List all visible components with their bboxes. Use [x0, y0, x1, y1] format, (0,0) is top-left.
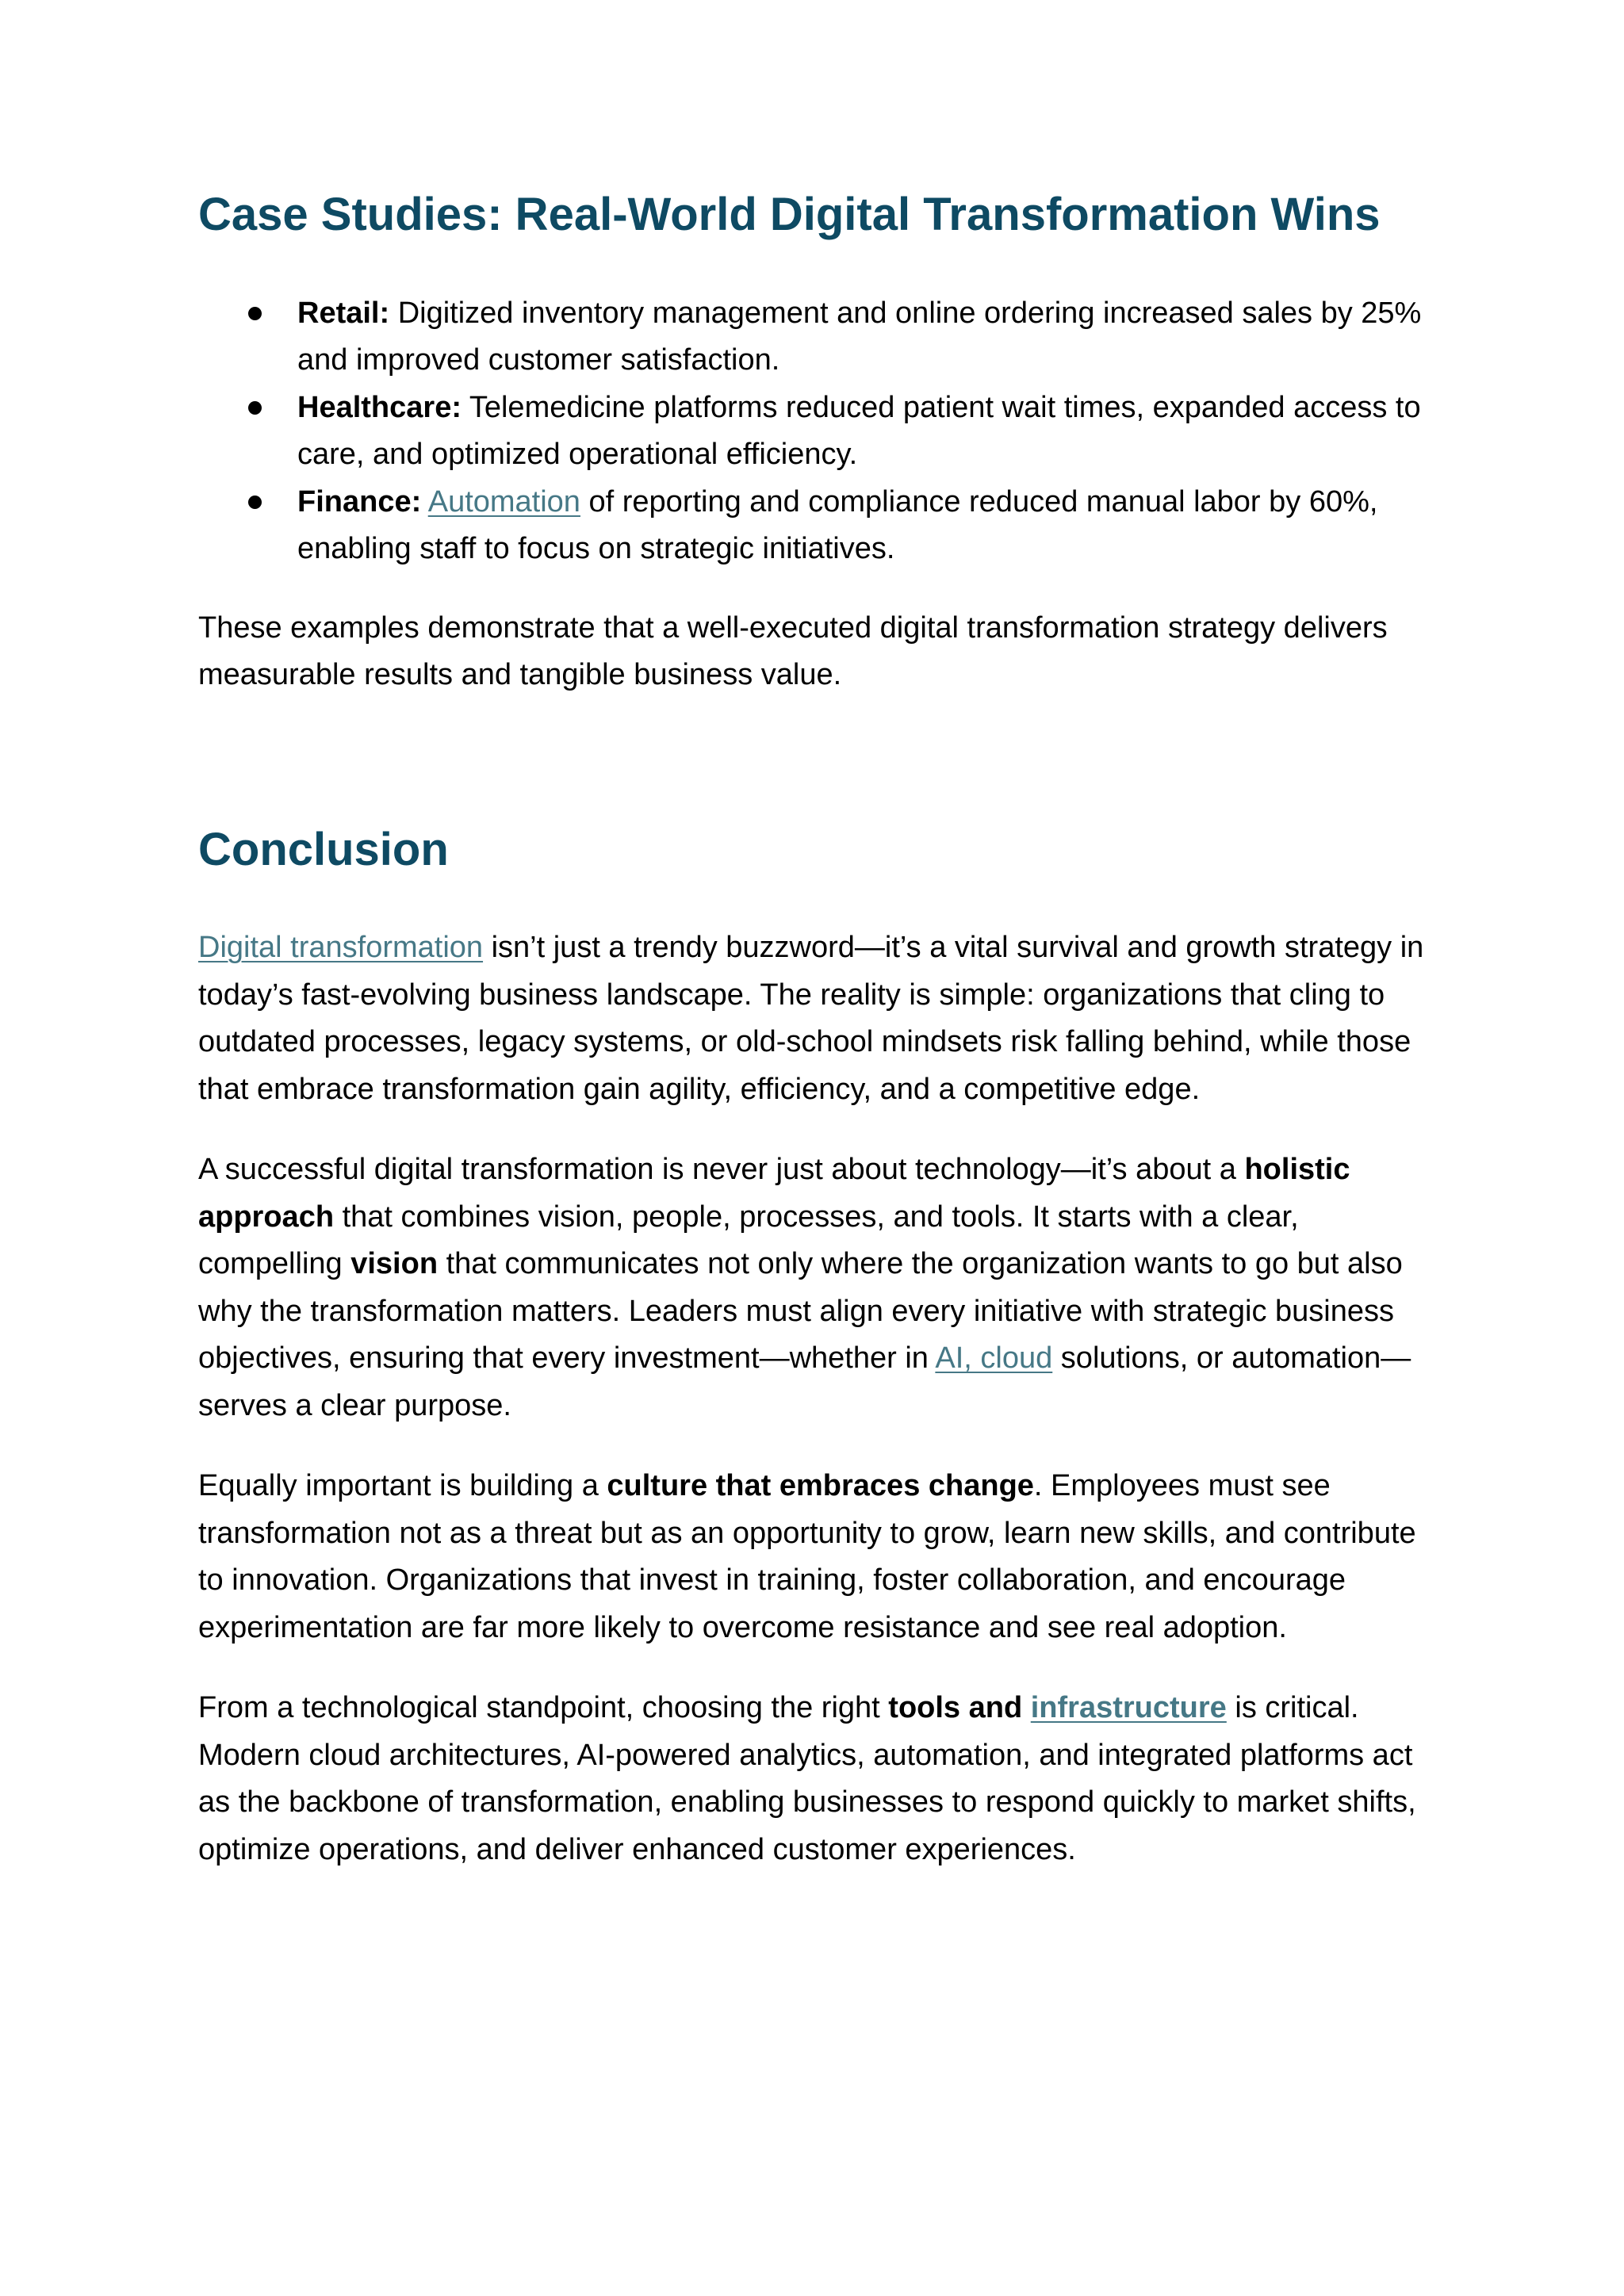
paragraph-text: solutions, or automation—serves a clear purpose. [198, 1341, 1411, 1422]
automation-link[interactable]: Automation [427, 484, 580, 519]
list-item-text: of reporting and compliance reduced manual labor by 60%, enabling staff to focus on strategic initiatives. [297, 484, 1378, 566]
paragraph-text: From a technological standpoint, choosing the right [198, 1691, 889, 1725]
case-studies-heading: Case Studies: Real-World Digital Transformation Wins [198, 189, 1381, 240]
bullet-icon [248, 307, 262, 320]
list-item-label: Retail: [297, 296, 390, 330]
infrastructure-link[interactable]: infrastructure [1030, 1691, 1227, 1725]
case-studies-summary: These examples demonstrate that a well-executed digital transformation strategy delivers measurable results and tangible business value. [198, 610, 1388, 692]
bold-holistic-approach: holistic approach [198, 1153, 1350, 1234]
bullet-icon [248, 401, 262, 415]
bullet-icon [248, 496, 262, 509]
paragraph-text: that combines vision, people, processes, and tools. It starts with a clear, compelling [198, 1200, 1299, 1281]
list-item-finance [297, 479, 1426, 573]
list-item-text: Digitized inventory management and online ordering increased sales by 25% and improved customer satisfaction. [297, 296, 1422, 377]
paragraph-text: Equally important is building a [198, 1469, 607, 1503]
list-item-label: Healthcare: [297, 390, 462, 424]
conclusion-paragraph-2 [198, 1146, 1426, 1429]
bold-culture: culture that embraces change [607, 1469, 1034, 1503]
ai-cloud-link[interactable]: AI, cloud [935, 1341, 1053, 1376]
list-item-retail [297, 290, 1426, 385]
case-studies-list [198, 290, 1426, 573]
bold-tools: tools and [888, 1691, 1031, 1725]
list-item-label: Finance: [297, 484, 422, 519]
conclusion-heading: Conclusion [198, 823, 449, 875]
conclusion-paragraph-1 [198, 924, 1426, 1113]
paragraph-text: A successful digital transformation is never just about technology—it’s about a [198, 1153, 1245, 1187]
list-item-text: Telemedicine platforms reduced patient wait times, expanded access to care, and optimized operational efficiency. [297, 390, 1421, 472]
paragraph-text: isn’t just a trendy buzzword—it’s a vital survival and growth strategy in today’s fast-evolving business landscape. The reality is simple: organizations that cling to outdated processes, legacy systems, or old-school mindsets risk falling behind, while those that embrace transformation gain agility, efficiency, and a competitive edge. [198, 931, 1424, 1106]
digital-transformation-link[interactable]: Digital transformation [198, 931, 484, 965]
list-item-healthcare [297, 385, 1426, 479]
paragraph-text: . Employees must see transformation not as a threat but as an opportunity to grow, learn new skills, and contribute to innovation. Organizations that invest in training, foster collaboration, and encourage experimentation are far more likely to overcome resistance and see real adoption. [198, 1469, 1416, 1644]
paragraph-text: that communicates not only where the organization wants to go but also why the transformation matters. Leaders must align every initiative with strategic business objectives, ensuring that every investment—whether in [198, 1247, 1403, 1376]
paragraph-text: is critical. Modern cloud architectures, AI-powered analytics, automation, and integrated platforms act as the backbone of transformation, enabling businesses to respond quickly to market shifts, optimize operations, and deliver enhanced customer experiences. [198, 1691, 1416, 1866]
conclusion-paragraph-3 [198, 1463, 1426, 1651]
conclusion-paragraph-4 [198, 1685, 1426, 1873]
bold-vision: vision [350, 1247, 439, 1281]
